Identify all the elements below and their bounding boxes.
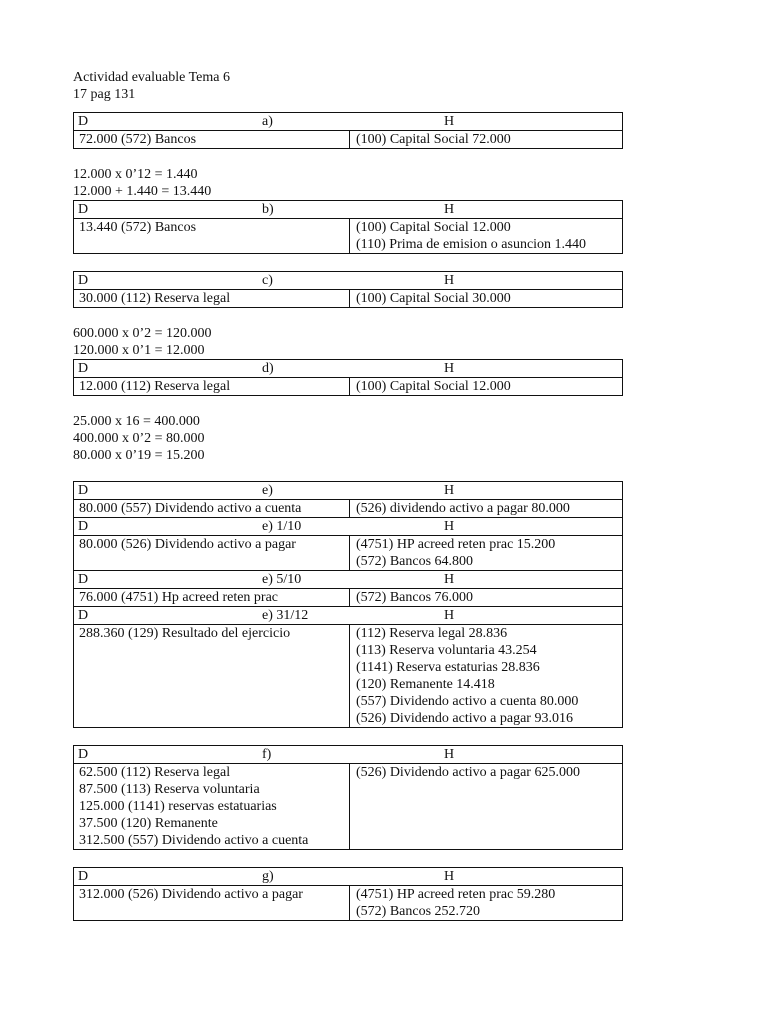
debit-cell (74, 536, 350, 571)
credit-cell (350, 290, 623, 308)
debit-line: 80.000 (557) Dividendo activo a cuenta (79, 501, 302, 516)
journal-entry-d (73, 359, 623, 396)
col-debit-label: D (78, 483, 89, 498)
calculation-line: 400.000 x 0’2 = 80.000 (73, 431, 205, 446)
journal-entry-g (73, 867, 623, 921)
entry-label: e) 31/12 (262, 608, 309, 623)
debit-cell (74, 625, 350, 728)
col-credit-label: H (444, 483, 455, 498)
entry-label: b) (262, 202, 274, 217)
col-debit-label: D (78, 361, 89, 376)
debit-line: 80.000 (526) Dividendo activo a pagar (79, 537, 296, 552)
debit-line: 125.000 (1141) reservas estatuarias (79, 799, 277, 814)
credit-line: (100) Capital Social 12.000 (356, 379, 511, 394)
debit-line: 288.360 (129) Resultado del ejercicio (79, 626, 291, 641)
col-credit-label: H (444, 361, 455, 376)
document-title: Actividad evaluable Tema 6 (73, 70, 230, 85)
credit-line: (572) Bancos 76.000 (356, 590, 474, 605)
credit-line: (526) Dividendo activo a pagar 93.016 (356, 711, 573, 726)
credit-line: (110) Prima de emision o asuncion 1.440 (356, 237, 587, 252)
credit-line: (112) Reserva legal 28.836 (356, 626, 508, 641)
col-credit-label: H (444, 747, 455, 762)
entry-label: e) (262, 483, 273, 498)
calculation-line: 25.000 x 16 = 400.000 (73, 414, 200, 429)
journal-entry-f (73, 745, 623, 850)
credit-line: (100) Capital Social 12.000 (356, 220, 511, 235)
credit-line: (526) Dividendo activo a pagar 625.000 (356, 765, 580, 780)
entry-label: a) (262, 114, 273, 129)
col-debit-label: D (78, 608, 89, 623)
col-credit-label: H (444, 519, 455, 534)
debit-cell (74, 886, 350, 921)
calculation-line: 12.000 + 1.440 = 13.440 (73, 184, 212, 199)
debit-cell (74, 378, 350, 396)
document-subtitle: 17 pag 131 (73, 87, 136, 102)
credit-cell (350, 536, 623, 571)
entry-label: e) 1/10 (262, 519, 302, 534)
credit-cell (350, 378, 623, 396)
debit-line: 312.000 (526) Dividendo activo a pagar (79, 887, 303, 902)
col-debit-label: D (78, 519, 89, 534)
document-page (73, 69, 622, 921)
debit-cell (74, 290, 350, 308)
journal-entry-a (73, 112, 623, 149)
debit-line: 30.000 (112) Reserva legal (79, 291, 231, 306)
debit-cell (74, 219, 350, 254)
credit-line: (557) Dividendo activo a cuenta 80.000 (356, 694, 579, 709)
entry-label: g) (262, 869, 274, 884)
debit-line: 62.500 (112) Reserva legal (79, 765, 231, 780)
credit-line: (572) Bancos 252.720 (356, 904, 481, 919)
calculation-line: 12.000 x 0’12 = 1.440 (73, 167, 198, 182)
debit-line: 12.000 (112) Reserva legal (79, 379, 231, 394)
credit-cell (350, 886, 623, 921)
credit-cell (350, 625, 623, 728)
credit-line: (100) Capital Social 30.000 (356, 291, 511, 306)
calculation-line: 80.000 x 0’19 = 15.200 (73, 448, 205, 463)
debit-line: 72.000 (572) Bancos (79, 132, 197, 147)
col-credit-label: H (444, 202, 455, 217)
entry-label: e) 5/10 (262, 572, 302, 587)
col-debit-label: D (78, 114, 89, 129)
col-debit-label: D (78, 869, 89, 884)
col-debit-label: D (78, 202, 89, 217)
col-credit-label: H (444, 114, 455, 129)
credit-line: (100) Capital Social 72.000 (356, 132, 511, 147)
entry-label: d) (262, 361, 274, 376)
credit-line: (4751) HP acreed reten prac 15.200 (356, 537, 556, 552)
credit-line: (572) Bancos 64.800 (356, 554, 474, 569)
debit-cell (74, 500, 350, 518)
debit-line: 76.000 (4751) Hp acreed reten prac (79, 590, 279, 605)
calculation-line: 120.000 x 0’1 = 12.000 (73, 343, 205, 358)
journal-entry-e (73, 481, 623, 728)
debit-line: 37.500 (120) Remanente (79, 816, 218, 831)
entry-label: c) (262, 273, 273, 288)
credit-cell (350, 764, 623, 850)
col-credit-label: H (444, 608, 455, 623)
entry-label: f) (262, 747, 272, 762)
credit-line: (4751) HP acreed reten prac 59.280 (356, 887, 556, 902)
credit-line: (526) dividendo activo a pagar 80.000 (356, 501, 570, 516)
credit-line: (120) Remanente 14.418 (356, 677, 495, 692)
debit-cell (74, 589, 350, 607)
calculation-line: 600.000 x 0’2 = 120.000 (73, 326, 212, 341)
debit-line: 87.500 (113) Reserva voluntaria (79, 782, 260, 797)
col-credit-label: H (444, 572, 455, 587)
credit-line: (1141) Reserva estaturias 28.836 (356, 660, 540, 675)
journal-entry-c (73, 271, 623, 308)
col-debit-label: D (78, 273, 89, 288)
col-debit-label: D (78, 572, 89, 587)
debit-cell (74, 764, 350, 850)
credit-line: (113) Reserva voluntaria 43.254 (356, 643, 537, 658)
col-debit-label: D (78, 747, 89, 762)
journal-entry-b (73, 200, 623, 254)
credit-cell (350, 131, 623, 149)
debit-cell (74, 131, 350, 149)
credit-cell (350, 500, 623, 518)
credit-cell (350, 219, 623, 254)
col-credit-label: H (444, 869, 455, 884)
debit-line: 312.500 (557) Dividendo activo a cuenta (79, 833, 309, 848)
col-credit-label: H (444, 273, 455, 288)
debit-line: 13.440 (572) Bancos (79, 220, 197, 235)
credit-cell (350, 589, 623, 607)
